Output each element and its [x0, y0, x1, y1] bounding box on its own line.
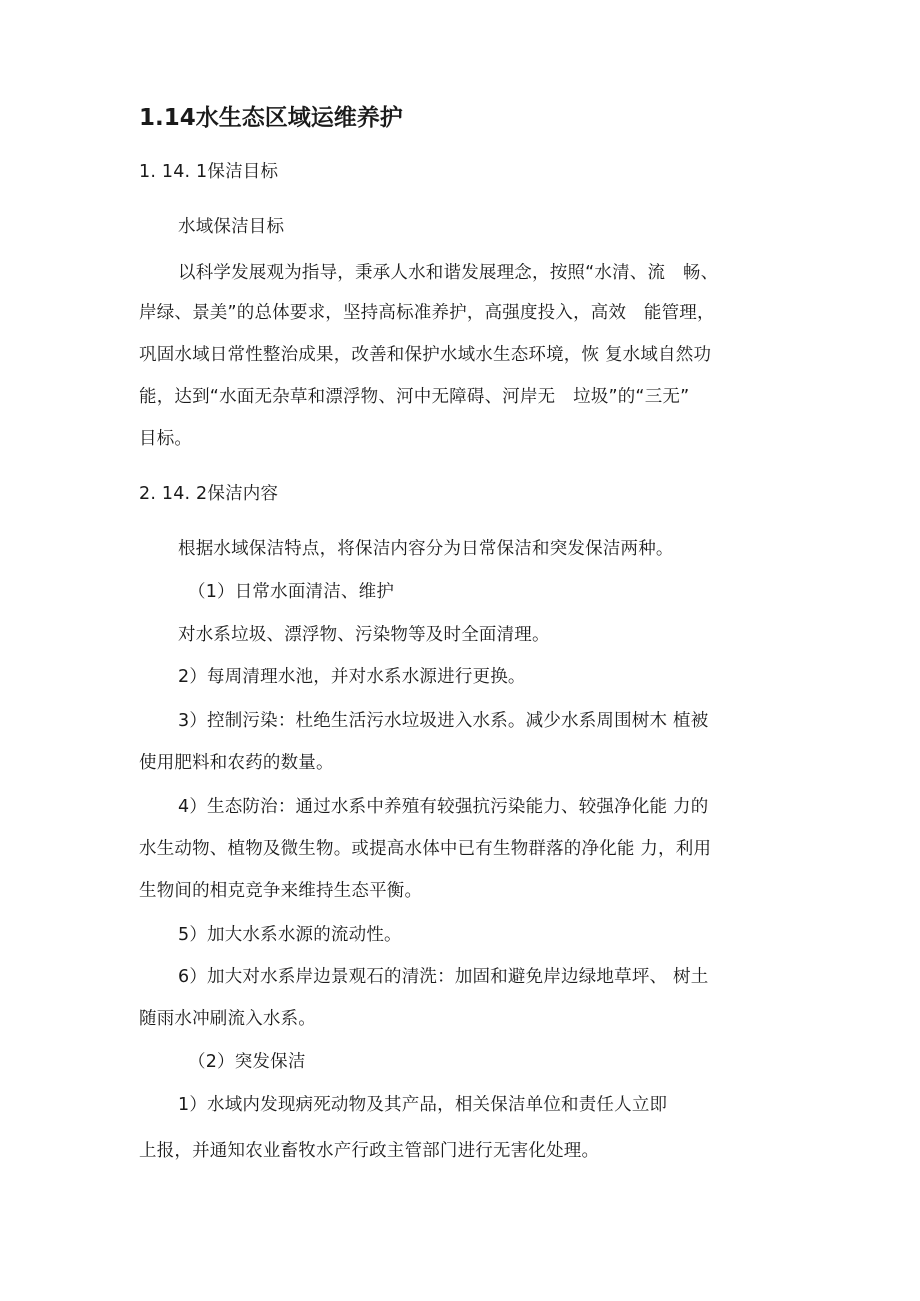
subheading-emergency-cleaning: （2）突发保洁	[188, 1052, 306, 1072]
document-title: 1.14水生态区域运维养护	[139, 105, 403, 131]
list-item-continuation: 使用肥料和农药的数量。	[139, 753, 334, 773]
list-item: 3）控制污染：杜绝生活污水垃圾进入水系。减少水系周围树木 植被	[178, 711, 709, 731]
section-intro: 根据水域保洁特点，将保洁内容分为日常保洁和突发保洁两种。	[178, 539, 674, 559]
subheading-water-cleaning-goals: 水域保洁目标	[178, 217, 285, 237]
section-heading-cleaning-goals: 1. 14. 1保洁目标	[139, 162, 279, 182]
paragraph-line: 以科学发展观为指导，秉承人水和谐发展理念，按照“水清、流 畅、	[178, 263, 719, 283]
list-item-continuation: 随雨水冲刷流入水系。	[139, 1009, 316, 1029]
list-item: 2）每周清理水池，并对水系水源进行更换。	[178, 667, 526, 687]
list-item: 6）加大对水系岸边景观石的清洗：加固和避免岸边绿地草坪、 树土	[178, 967, 709, 987]
subheading-daily-cleaning: （1）日常水面清洁、维护	[188, 582, 395, 602]
list-item: 对水系垃圾、漂浮物、污染物等及时全面清理。	[178, 625, 550, 645]
list-item-continuation: 上报，并通知农业畜牧水产行政主管部门进行无害化处理。	[139, 1141, 600, 1161]
paragraph-line: 巩固水域日常性整治成果，改善和保护水域水生态环境，恢 复水域自然功	[139, 345, 712, 365]
paragraph-line: 目标。	[139, 429, 193, 449]
list-item-continuation: 生物间的相克竞争来维持生态平衡。	[139, 881, 423, 901]
list-item: 5）加大水系水源的流动性。	[178, 925, 402, 945]
paragraph-line: 岸绿、景美”的总体要求，坚持高标准养护，高强度投入，高效 能管理，	[139, 303, 715, 323]
list-item-continuation: 水生动物、植物及微生物。或提高水体中已有生物群落的净化能 力，利用	[139, 839, 712, 859]
list-item: 4）生态防治：通过水系中养殖有较强抗污染能力、较强净化能 力的	[178, 797, 709, 817]
list-item: 1）水域内发现病死动物及其产品，相关保洁单位和责任人立即	[178, 1095, 668, 1115]
paragraph-line: 能，达到“水面无杂草和漂浮物、河中无障碍、河岸无 垃圾”的“三无”	[139, 387, 690, 407]
section-heading-cleaning-content: 2. 14. 2保洁内容	[139, 484, 279, 504]
